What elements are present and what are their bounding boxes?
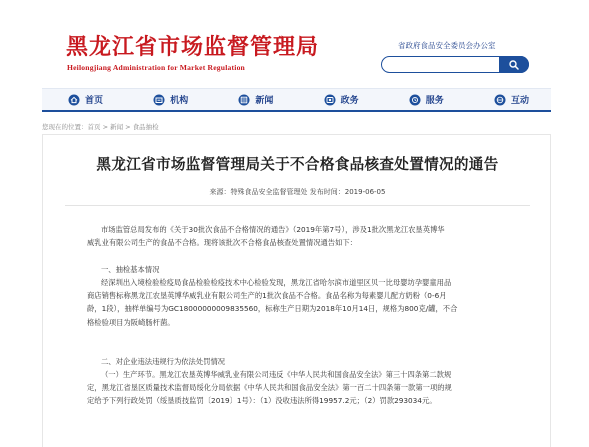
nav-item-label: 服务 bbox=[425, 96, 444, 106]
text-line: 商店销售标称黑龙江农垦英博华威乳业有限公司生产的1批次食品不合格。食品名称为每素婴儿配方奶粉（0-6月 bbox=[87, 291, 447, 301]
interaction-icon bbox=[494, 94, 506, 106]
organization-icon bbox=[153, 94, 165, 106]
service-icon bbox=[409, 94, 421, 106]
magnifier-icon bbox=[509, 60, 519, 70]
search-input[interactable] bbox=[388, 59, 488, 70]
site-subtitle: Heilongjiang Administration for Market Regulation bbox=[67, 63, 245, 72]
breadcrumb[interactable]: 您现在的位置：首页 > 新闻 > 食品抽检 bbox=[42, 123, 159, 131]
search-button[interactable] bbox=[499, 56, 529, 73]
text-line: 经深圳出入境检验检疫局食品检验检疫技术中心检验发现，黑龙江省哈尔滨市道里区贝一比母婴坊孕婴童用品 bbox=[101, 278, 452, 287]
article-title: 黑龙江省市场监督管理局关于不合格食品核查处置情况的通告 bbox=[96, 156, 499, 173]
article-paragraph bbox=[87, 276, 535, 329]
nav-item-label: 机构 bbox=[170, 96, 189, 106]
nav-item-label: 首页 bbox=[85, 96, 104, 106]
section-heading: 一、抽检基本情况 bbox=[101, 265, 160, 274]
main-nav bbox=[42, 88, 551, 112]
text-line: 龄，1段），抽样单编号为GC18000000009835560，标称生产日期为2018年10月14日，规格为800克/罐，不合 bbox=[87, 304, 458, 314]
article-meta: 来源：特殊食品安全监督管理处 发布时间：2019-06-05 bbox=[209, 188, 386, 196]
site-header bbox=[0, 0, 589, 88]
home-icon bbox=[68, 94, 80, 106]
nav-item-label: 政务 bbox=[340, 96, 359, 106]
section-heading: 二、对企业违法违规行为依法处罚情况 bbox=[101, 357, 226, 366]
text-line: 市场监管总局发布的《关于30批次食品不合格情况的通告》（2019年第7号），涉及1批次黑龙江农垦英博华 bbox=[101, 225, 445, 234]
food-safety-office-link[interactable]: 省政府食品安全委员会办公室 bbox=[398, 41, 496, 50]
text-line: 定，黑龙江省垦区质量技术监督局绥化分局依据《中华人民共和国食品安全法》第一百二十四条第一款第一项的规 bbox=[87, 383, 452, 393]
text-line: （一）生产环节。黑龙江农垦英博华威乳业有限公司违反《中华人民共和国食品安全法》第三十四条第二款规 bbox=[101, 370, 452, 379]
site-title[interactable]: 黑龙江省市场监督管理局 bbox=[66, 34, 320, 60]
nav-item-home[interactable] bbox=[68, 93, 103, 106]
nav-item-organization[interactable] bbox=[153, 93, 188, 106]
search-box bbox=[381, 56, 529, 73]
article bbox=[42, 134, 551, 447]
text-line: 格检验项目为阪崎肠杆菌。 bbox=[87, 317, 175, 327]
government-icon bbox=[324, 94, 336, 106]
nav-item-government[interactable] bbox=[324, 93, 359, 106]
nav-item-news[interactable] bbox=[238, 93, 273, 106]
nav-item-label: 互动 bbox=[510, 96, 529, 106]
news-icon bbox=[238, 94, 250, 106]
article-paragraph bbox=[87, 223, 535, 249]
nav-item-label: 新闻 bbox=[255, 96, 274, 106]
text-line: 定给予下列行政处罚（绥垦质技监罚〔2019〕1号）：（1）没收违法所得19957.2元；（2）罚款293034元。 bbox=[87, 396, 437, 406]
text-line: 威乳业有限公司生产的食品不合格。现将该批次不合格食品核查处置情况通告如下： bbox=[87, 238, 357, 248]
nav-item-interaction[interactable] bbox=[494, 93, 529, 106]
divider bbox=[65, 205, 530, 206]
article-paragraph bbox=[87, 368, 535, 408]
nav-item-service[interactable] bbox=[409, 93, 444, 106]
